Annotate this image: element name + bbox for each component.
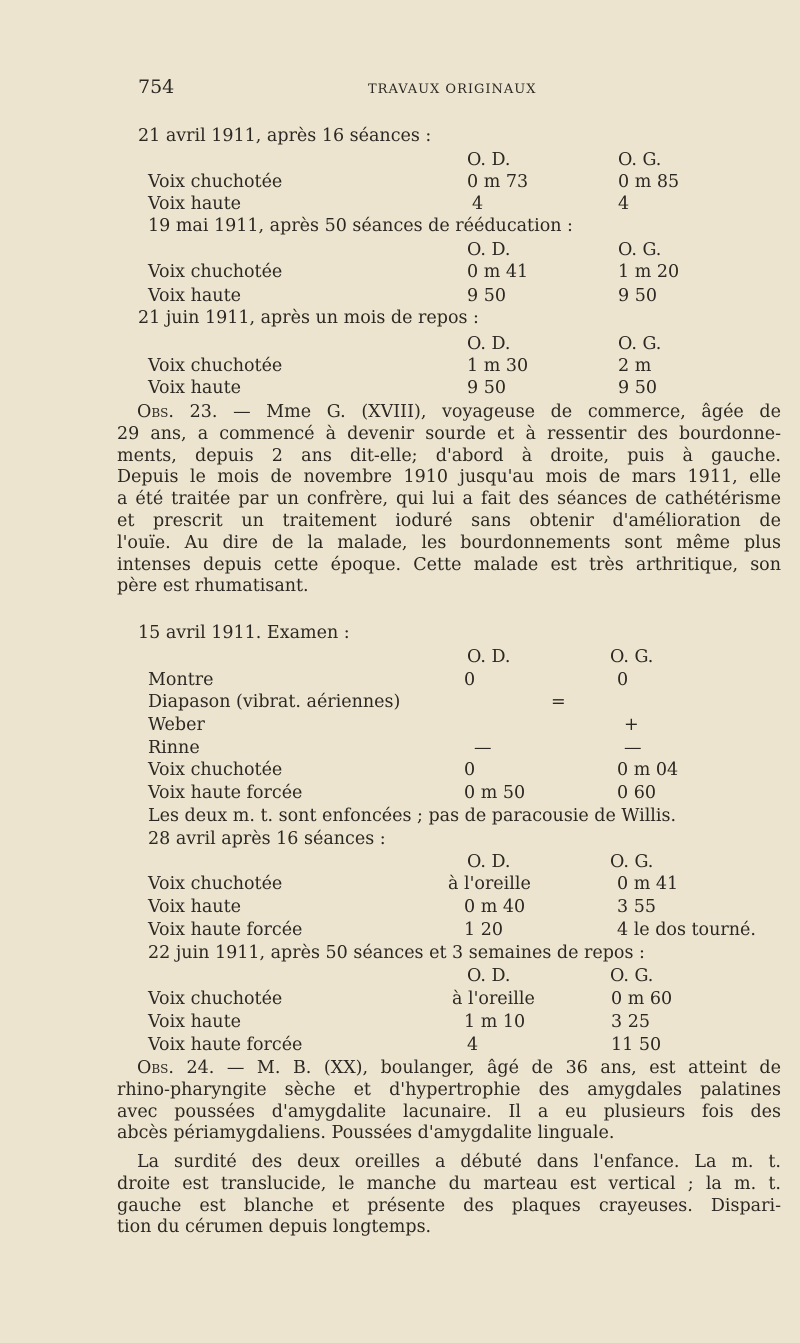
col-od: O. D. <box>467 647 511 667</box>
row-label: Montre <box>148 670 214 690</box>
text-line: rhino-pharyngite sèche et d'hypertrophie des amygdales palatines <box>117 1079 781 1100</box>
block4-intro: 28 avril après 16 séances : <box>148 829 386 849</box>
text-line: Depuis le mois de novembre 1910 jusqu'au mois de mars 1911, elle <box>117 467 781 488</box>
row-od: 0 m 73 <box>467 172 529 192</box>
block1-intro: 21 avril 1911, après 16 séances : <box>138 126 432 146</box>
row-od: 9 50 <box>467 378 506 398</box>
row-og: 9 50 <box>618 286 657 306</box>
text-line: abcès périamygdaliens. Poussées d'amygdalite linguale. <box>117 1123 615 1144</box>
page-number: 754 <box>138 76 175 98</box>
text-line: La surdité des deux oreilles a débuté dans l'enfance. La m. t. <box>137 1152 781 1172</box>
row-label: Rinne <box>148 738 200 758</box>
row-label: Voix chuchotée <box>148 760 283 780</box>
row-od: 4 <box>467 1035 479 1055</box>
row-od: 1 m 10 <box>464 1012 526 1032</box>
row-og: 2 m <box>618 356 652 376</box>
row-od: à l'oreille <box>448 874 531 894</box>
row-mid: = <box>551 692 566 712</box>
col-og: O. G. <box>618 334 662 354</box>
text-line: gauche est blanche et présente des plaques crayeuses. Dispari- <box>117 1195 781 1216</box>
row-og: 3 55 <box>617 897 656 917</box>
row-og: 11 50 <box>611 1035 662 1055</box>
row-label: Voix haute <box>148 286 241 306</box>
text-line: — Mme G. (XVIII), voyageuse de commerce, âgée de <box>233 402 781 422</box>
row-label: Voix haute <box>148 194 241 214</box>
row-label: Voix chuchotée <box>148 262 283 282</box>
row-od: 1 m 30 <box>467 356 529 376</box>
col-od: O. D. <box>467 966 511 986</box>
text-line: ments, depuis 2 ans dit-elle; d'abord à droite, puis à gauche. <box>117 445 781 466</box>
row-label: Voix haute forcée <box>148 783 303 803</box>
row-od: 1 20 <box>464 920 503 940</box>
text-line: intenses depuis cette époque. Cette malade est très arthritique, son <box>117 554 781 575</box>
row-od: 0 m 40 <box>464 897 526 917</box>
row-og: 0 <box>617 670 629 690</box>
row-og: 0 m 85 <box>618 172 680 192</box>
row-label: Voix chuchotée <box>148 356 283 376</box>
row-label: Voix chuchotée <box>148 172 283 192</box>
running-title: TRAVAUX ORIGINAUX <box>368 82 537 97</box>
row-og: 0 60 <box>617 783 656 803</box>
row-og: + <box>624 715 639 735</box>
row-og: 4 le dos tourné. <box>617 920 756 940</box>
text-line: avec poussées d'amygdalite lacunaire. Il a eu plusieurs fois des <box>117 1101 781 1122</box>
row-og: 0 m 41 <box>617 874 679 894</box>
row-od: 0 m 41 <box>467 262 529 282</box>
col-og: O. G. <box>610 966 654 986</box>
obs24-paragraph-2 <box>117 1152 781 1239</box>
obs-label: Obs. 24. <box>137 1058 215 1078</box>
col-og: O. G. <box>610 852 654 872</box>
col-og: O. G. <box>610 647 654 667</box>
row-od: 0 <box>464 760 476 780</box>
row-og: 4 <box>618 194 630 214</box>
col-og: O. G. <box>618 240 662 260</box>
exam-intro: 15 avril 1911. Examen : <box>138 623 350 643</box>
obs23-paragraph <box>117 402 781 598</box>
row-od: 0 <box>464 670 476 690</box>
row-label: Voix haute <box>148 897 241 917</box>
text-line: père est rhumatisant. <box>117 576 309 597</box>
row-og: 1 m 20 <box>618 262 680 282</box>
row-od: 4 <box>472 194 484 214</box>
row-label: Voix chuchotée <box>148 874 283 894</box>
row-od: — <box>474 738 492 758</box>
col-od: O. D. <box>467 150 511 170</box>
text-line: tion du cérumen depuis longtemps. <box>117 1217 432 1238</box>
row-og: 3 25 <box>611 1012 650 1032</box>
row-og: — <box>624 738 642 758</box>
block5-intro: 22 juin 1911, après 50 séances et 3 semaines de repos : <box>148 943 645 963</box>
row-og: 0 m 04 <box>617 760 679 780</box>
row-label: Voix haute <box>148 1012 241 1032</box>
text-line: et prescrit un traitement ioduré sans obtenir d'amélioration de <box>117 510 781 531</box>
obs-label: Obs. 23. <box>137 402 218 422</box>
row-og: 0 m 60 <box>611 989 673 1009</box>
exam-note: Les deux m. t. sont enfoncées ; pas de paracousie de Willis. <box>148 806 677 826</box>
col-og: O. G. <box>618 150 662 170</box>
text-line: 29 ans, a commencé à devenir sourde et à ressentir des bourdonne- <box>117 423 781 444</box>
obs24-paragraph <box>117 1058 781 1145</box>
col-od: O. D. <box>467 240 511 260</box>
col-od: O. D. <box>467 334 511 354</box>
row-od: 9 50 <box>467 286 506 306</box>
row-label: Voix haute forcée <box>148 1035 303 1055</box>
row-od: 0 m 50 <box>464 783 526 803</box>
text-line: a été traitée par un confrère, qui lui a fait des séances de cathétérisme <box>117 489 781 510</box>
block2-intro: 19 mai 1911, après 50 séances de rééducation : <box>148 216 573 236</box>
text-line: droite est translucide, le manche du marteau est vertical ; la m. t. <box>117 1173 781 1194</box>
row-label: Voix chuchotée <box>148 989 283 1009</box>
row-label: Voix haute <box>148 378 241 398</box>
row-label: Weber <box>148 715 205 735</box>
row-og: 9 50 <box>618 378 657 398</box>
text-line: l'ouïe. Au dire de la malade, les bourdonnements sont même plus <box>117 532 781 553</box>
text-line: — M. B. (XX), boulanger, âgé de 36 ans, est atteint de <box>226 1058 781 1078</box>
col-od: O. D. <box>467 852 511 872</box>
row-label: Diapason (vibrat. aériennes) <box>148 692 401 712</box>
row-label: Voix haute forcée <box>148 920 303 940</box>
block3-intro: 21 juin 1911, après un mois de repos : <box>138 308 479 328</box>
row-od: à l'oreille <box>452 989 535 1009</box>
